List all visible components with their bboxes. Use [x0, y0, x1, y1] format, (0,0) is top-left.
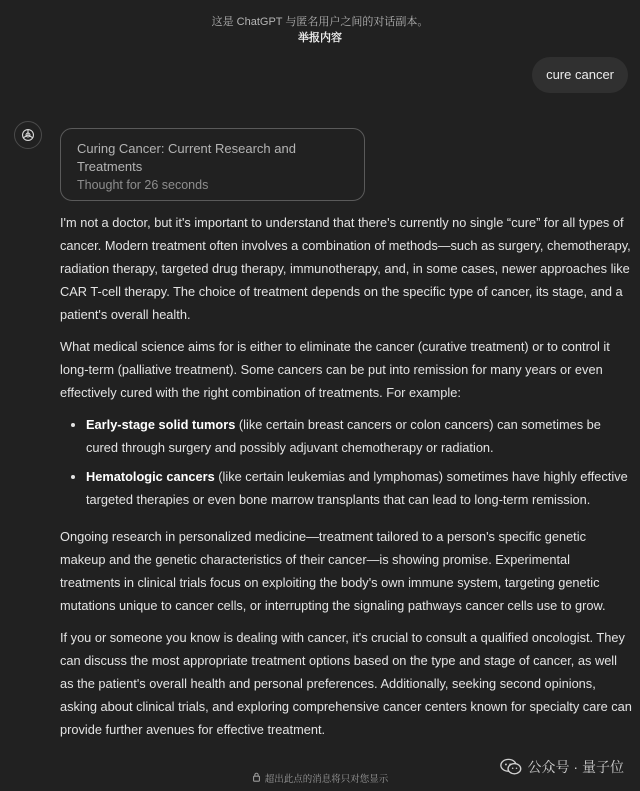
lock-icon	[252, 772, 261, 787]
footer-text: 超出此点的消息将只对您显示	[264, 774, 389, 785]
answer-paragraph: Ongoing research in personalized medicine—treatment tailored to a person's specific genetic makeup and the genetic characteristics of their cancer—is showing promise. Experimental treatments in clinical trials focus on exploiting the body's own immune system, targeting genetic mutations unique to cancer cells, or interrupting the signaling pathways cancer cells use to grow.	[60, 529, 606, 613]
answer-paragraph: If you or someone you know is dealing with cancer, it's crucial to consult a qualified oncologist. They can discuss the most appropriate treatment options based on the type and stage of cancer, as well as the patient's overall health and personal preferences. Additionally, seeking second opinions, asking about clinical trials, and exploring comprehensive cancer centers known for specialty care can provide further avenues for effective treatment.	[60, 630, 632, 737]
watermark	[500, 757, 624, 777]
assistant-avatar	[14, 121, 42, 149]
list-item	[86, 465, 632, 511]
answer-bullet-list	[60, 413, 632, 511]
bullet-text: (like certain breast cancers or colon cancers) can sometimes be cured through surgery and possibly adjuvant chemotherapy or radiation.	[86, 417, 601, 455]
wechat-icon	[500, 758, 522, 776]
report-content-link[interactable]: 举报内容	[298, 32, 342, 44]
answer-paragraph: What medical science aims for is either to eliminate the cancer (curative treatment) or to control it long-term (palliative treatment). Some cancers can be put into remission for many years or even effectively cured with the right combination of treatments. For example:	[60, 339, 610, 400]
assistant-answer	[60, 211, 632, 750]
list-item	[86, 413, 632, 459]
bullet-heading: Hematologic cancers	[86, 469, 215, 484]
reasoning-duration: Thought for 26 seconds	[77, 178, 209, 192]
shared-notice: 这是 ChatGPT 与匿名用户之间的对话副本。	[211, 16, 429, 28]
reasoning-title: Curing Cancer: Current Research and Treatments	[77, 141, 296, 174]
answer-paragraph: I'm not a doctor, but it's important to understand that there's currently no single “cure” for all types of cancer. Modern treatment often involves a combination of methods—such as surgery, chemotherapy, radiation therapy, targeted drug therapy, immunotherapy, and, in some cases, newer approaches like CAR T-cell therapy. The choice of treatment depends on the specific type of cancer, its stage, and a patient's overall health.	[60, 215, 631, 322]
openai-logo-icon	[20, 127, 36, 143]
bullet-heading: Early-stage solid tumors	[86, 417, 236, 432]
user-message-bubble: cure cancer	[532, 57, 628, 93]
reasoning-summary-toggle[interactable]	[60, 128, 365, 201]
shared-chat-banner	[0, 14, 640, 46]
watermark-text: 公众号 · 量子位	[527, 759, 624, 775]
bullet-text: (like certain leukemias and lymphomas) sometimes have highly effective targeted therapies or even bone marrow transplants that can lead to long-term remission.	[86, 469, 628, 507]
